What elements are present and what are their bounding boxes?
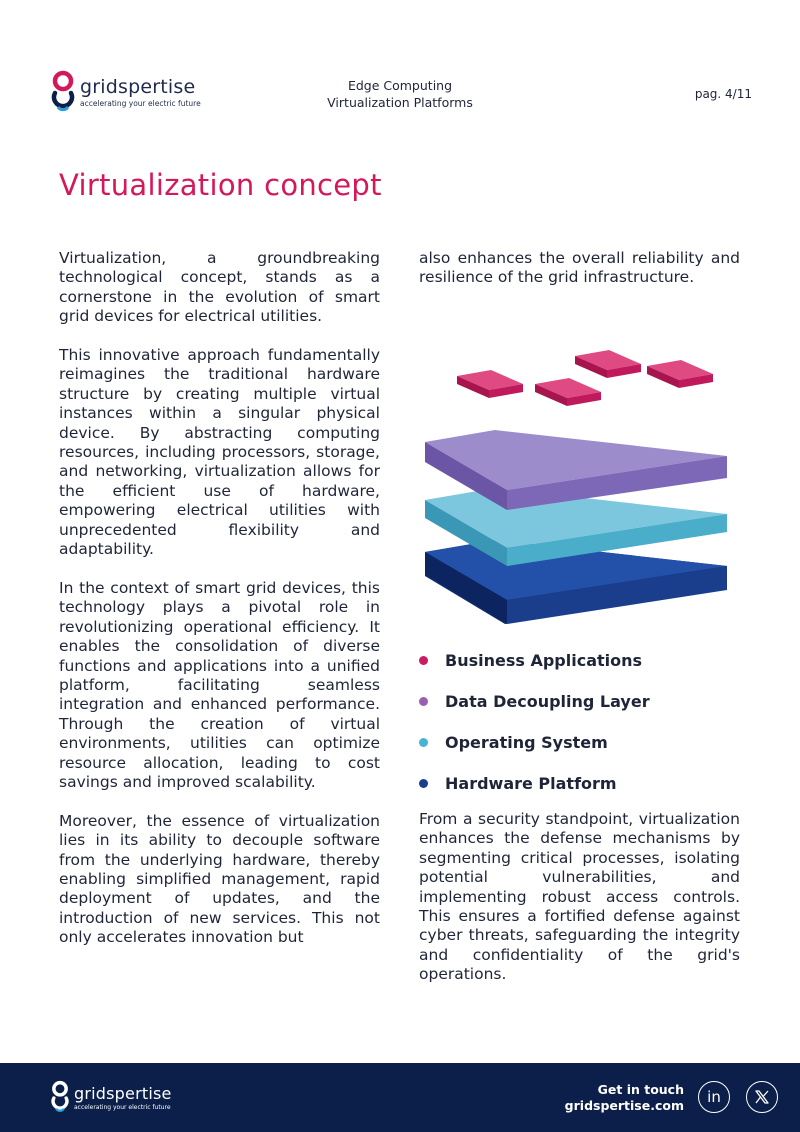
brand-name: gridspertise [74, 1083, 172, 1103]
app-block [457, 370, 523, 398]
x-twitter-icon[interactable] [746, 1081, 778, 1113]
left-column [59, 249, 380, 967]
gridspertise-logo-icon [50, 1079, 70, 1117]
right-column-top [419, 249, 740, 307]
page-number: pag. 4/11 [694, 87, 752, 101]
footer-logo [50, 1079, 172, 1117]
bullet-icon [419, 697, 428, 706]
bullet-icon [419, 779, 428, 788]
legend-label: Hardware Platform [445, 774, 617, 793]
legend-item [419, 640, 650, 681]
document-subject [300, 77, 500, 111]
x-logo-icon [755, 1090, 769, 1104]
brand-tagline: accelerating your electric future [74, 1103, 171, 1111]
legend-item [419, 763, 650, 804]
legend-label: Operating System [445, 733, 608, 752]
header-line-1: Edge Computing [347, 78, 453, 93]
page-title: Virtualization concept [59, 168, 382, 202]
website-link[interactable]: gridspertise.com [564, 1098, 684, 1113]
legend-item [419, 722, 650, 763]
header-logo [50, 70, 201, 116]
contact-block [565, 1082, 684, 1114]
bullet-icon [419, 738, 428, 747]
legend-label: Data Decoupling Layer [445, 692, 650, 711]
paragraph: From a security standpoint, virtualization enhances the defense mechanisms by segmenting critical processes, isolating potential vulnerabilities, and implementing robust access controls. This ensures a fortified defense against cyber threats, safeguarding the integrity and confidentiality of the grid's operations. [419, 810, 740, 984]
brand-tagline: accelerating your electric future [80, 99, 201, 109]
linkedin-icon[interactable] [698, 1081, 730, 1113]
footer [0, 1063, 800, 1132]
app-block [535, 378, 601, 406]
paragraph: also enhances the overall reliability and resilience of the grid infrastructure. [419, 249, 740, 287]
contact-label: Get in touch [597, 1082, 684, 1097]
app-block [647, 360, 713, 388]
virtualization-layers-illustration [415, 340, 735, 630]
paragraph: Moreover, the essence of virtualization lies in its ability to decouple software from the underlying hardware, thereby enabling simplified management, rapid deployment of updates, and the introduction of new services. This not only accelerates innovation but [59, 811, 380, 947]
paragraph: Virtualization, a groundbreaking technological concept, stands as a cornerstone in the evolution of smart grid devices for electrical utilities. [59, 249, 380, 326]
paragraph: In the context of smart grid devices, this technology plays a pivotal role in revolutionizing operational efficiency. It enables the consolidation of diverse functions and applications into a unified platform, facilitating seamless integration and enhanced performance. Through the creation of virtual environments, utilities can optimize resource allocation, leading to cost savings and improved scalability. [59, 578, 380, 791]
layer-legend [419, 640, 650, 804]
bullet-icon [419, 656, 428, 665]
app-block [575, 350, 641, 378]
header-line-2: Virtualization Platforms [327, 95, 473, 110]
right-column-bottom [419, 810, 740, 1004]
brand-name: gridspertise [80, 76, 196, 99]
paragraph: This innovative approach fundamentally reimagines the traditional hardware structure by creating multiple virtual instances within a singular physical device. By abstracting computing resources, including processors, storage, and networking, virtualization allows for the efficient use of hardware, empowering electrical utilities with unprecedented flexibility and adaptability. [59, 346, 380, 559]
linkedin-label: in [707, 1088, 721, 1106]
legend-item [419, 681, 650, 722]
gridspertise-logo-icon [50, 70, 76, 116]
legend-label: Business Applications [445, 651, 643, 670]
